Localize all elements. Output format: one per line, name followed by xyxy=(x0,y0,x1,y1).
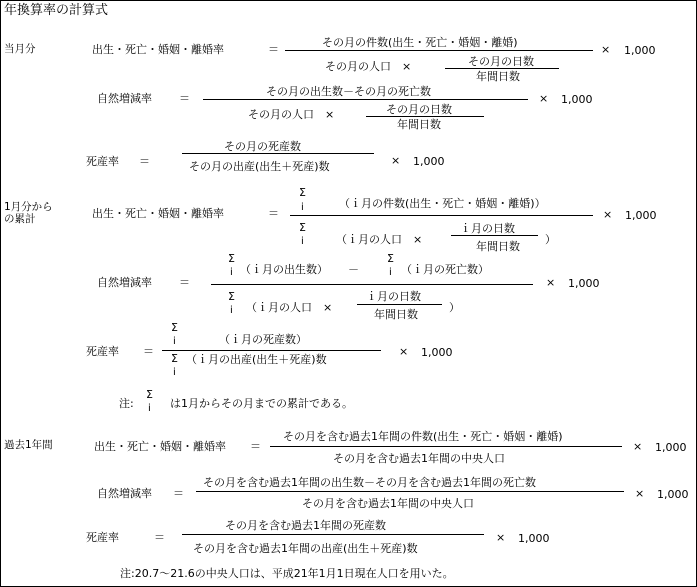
sigma-index: i xyxy=(148,403,151,414)
times-sign: × xyxy=(603,208,613,221)
monthly-days-denominator: 年間日数 xyxy=(476,70,520,83)
multiplier: 1,000 xyxy=(655,441,687,454)
cum-stillbirth-numerator: （ｉ月の死産数） xyxy=(219,333,307,346)
sigma-index: i xyxy=(173,336,176,347)
monthly-days-numerator: その月の日数 xyxy=(386,103,452,116)
monthly-events-denominator: その月の人口 × xyxy=(325,60,412,73)
sigma-symbol: Σ xyxy=(171,352,178,365)
sigma-symbol: Σ xyxy=(299,186,306,199)
past-year-note: 注:20.7～21.6の中央人口は、平成21年1月1日現在人口を用いた。 xyxy=(120,567,454,580)
cum-days-denominator: 年間日数 xyxy=(374,308,418,321)
multiplier: 1,000 xyxy=(657,488,689,501)
sigma-symbol: Σ xyxy=(387,252,394,265)
times-sign: × xyxy=(635,487,645,500)
fraction-bar xyxy=(451,235,538,236)
minus-sign: － xyxy=(348,263,359,276)
fraction-bar xyxy=(203,99,528,100)
sigma-symbol: Σ xyxy=(299,221,306,234)
sigma-index: i xyxy=(173,367,176,378)
label-natural-rate: 自然増減率 xyxy=(97,487,152,500)
sigma-symbol: Σ xyxy=(171,321,178,334)
multiplier: 1,000 xyxy=(561,93,593,106)
label-events-rate: 出生・死亡・婚姻・離婚率 xyxy=(92,207,224,220)
fraction-bar xyxy=(196,491,624,492)
cum-days-numerator: ｉ月の日数 xyxy=(366,290,421,303)
cumulative-note-prefix: 注: xyxy=(119,397,134,410)
close-paren: ） xyxy=(449,301,460,314)
multiplier: 1,000 xyxy=(413,155,445,168)
close-paren: ） xyxy=(545,233,556,246)
past-stillbirth-denominator: その月を含む過去1年間の出産(出生＋死産)数 xyxy=(193,542,418,555)
past-events-numerator: その月を含む過去1年間の件数(出生・死亡・婚姻・離婚) xyxy=(283,430,563,443)
sigma-index: i xyxy=(230,267,233,278)
equals-sign: ＝ xyxy=(268,43,279,56)
label-natural-rate: 自然増減率 xyxy=(97,92,152,105)
equals-sign: ＝ xyxy=(154,531,165,544)
times-sign: × xyxy=(601,43,611,56)
fraction-bar xyxy=(211,284,533,285)
cum-births: （ｉ月の出生数） xyxy=(240,263,328,276)
times-sign: × xyxy=(633,440,643,453)
times-sign: × xyxy=(391,154,401,167)
section-monthly: 当月分 xyxy=(4,43,36,55)
equals-sign: ＝ xyxy=(173,487,184,500)
past-natural-numerator: その月を含む過去1年間の出生数－その月を含む過去1年間の死亡数 xyxy=(203,476,536,489)
times-sign: × xyxy=(496,531,506,544)
fraction-bar xyxy=(445,68,559,69)
cum-days-denominator: 年間日数 xyxy=(476,240,520,253)
sigma-symbol: Σ xyxy=(146,388,153,401)
monthly-stillbirth-denominator: その月の出産(出生＋死産)数 xyxy=(189,160,330,173)
sigma-index: i xyxy=(301,236,304,247)
past-stillbirth-numerator: その月を含む過去1年間の死産数 xyxy=(225,519,386,532)
equals-sign: ＝ xyxy=(139,155,150,168)
sigma-symbol: Σ xyxy=(228,290,235,303)
label-stillbirth-rate: 死産率 xyxy=(86,531,119,544)
label-events-rate: 出生・死亡・婚姻・離婚率 xyxy=(94,440,226,453)
monthly-natural-numerator: その月の出生数－その月の死亡数 xyxy=(266,85,431,98)
cum-deaths: （ｉ月の死亡数） xyxy=(401,263,489,276)
fraction-bar xyxy=(270,446,622,447)
equals-sign: ＝ xyxy=(250,440,261,453)
fraction-bar xyxy=(366,116,484,117)
fraction-bar xyxy=(182,534,484,535)
cum-events-denominator: （ｉ月の人口 × xyxy=(336,233,423,246)
monthly-natural-denominator: その月の人口 × xyxy=(248,108,335,121)
equals-sign: ＝ xyxy=(179,92,190,105)
cumulative-note: は1月からその月までの累計である。 xyxy=(170,397,353,410)
times-sign: × xyxy=(546,276,556,289)
sigma-symbol: Σ xyxy=(228,252,235,265)
fraction-bar xyxy=(162,350,381,351)
multiplier: 1,000 xyxy=(625,209,657,222)
section-cumulative-line2: の累計 xyxy=(4,213,36,225)
multiplier: 1,000 xyxy=(624,44,656,57)
monthly-stillbirth-numerator: その月の死産数 xyxy=(224,140,301,153)
times-sign: × xyxy=(399,345,409,358)
multiplier: 1,000 xyxy=(518,532,550,545)
monthly-events-numerator: その月の件数(出生・死亡・婚姻・離婚) xyxy=(322,36,518,49)
cum-natural-denominator: （ｉ月の人口 × xyxy=(246,301,333,314)
fraction-bar xyxy=(182,153,374,154)
section-cumulative: 1月分から xyxy=(4,201,53,213)
multiplier: 1,000 xyxy=(568,277,600,290)
equals-sign: ＝ xyxy=(268,207,279,220)
cum-events-numerator: （ｉ月の件数(出生・死亡・婚姻・離婚)） xyxy=(339,197,546,210)
past-natural-denominator: その月を含む過去1年間の中央人口 xyxy=(302,497,474,510)
monthly-days-numerator: その月の日数 xyxy=(468,55,534,68)
section-past-year: 過去1年間 xyxy=(4,439,53,451)
label-stillbirth-rate: 死産率 xyxy=(86,155,119,168)
fraction-bar xyxy=(290,215,593,216)
label-natural-rate: 自然増減率 xyxy=(97,276,152,289)
equals-sign: ＝ xyxy=(143,345,154,358)
past-events-denominator: その月を含む過去1年間の中央人口 xyxy=(333,452,505,465)
page-title: 年換算率の計算式 xyxy=(4,3,109,18)
equals-sign: ＝ xyxy=(179,276,190,289)
cum-stillbirth-denominator: （ｉ月の出産(出生＋死産)数 xyxy=(186,353,327,366)
sigma-index: i xyxy=(230,305,233,316)
label-events-rate: 出生・死亡・婚姻・離婚率 xyxy=(92,43,224,56)
sigma-index: i xyxy=(389,267,392,278)
fraction-bar xyxy=(357,304,442,305)
fraction-bar xyxy=(285,50,593,51)
sigma-index: i xyxy=(301,202,304,213)
times-sign: × xyxy=(539,92,549,105)
monthly-days-denominator: 年間日数 xyxy=(397,118,441,131)
cum-days-numerator: ｉ月の日数 xyxy=(460,222,515,235)
multiplier: 1,000 xyxy=(421,346,453,359)
label-stillbirth-rate: 死産率 xyxy=(86,345,119,358)
